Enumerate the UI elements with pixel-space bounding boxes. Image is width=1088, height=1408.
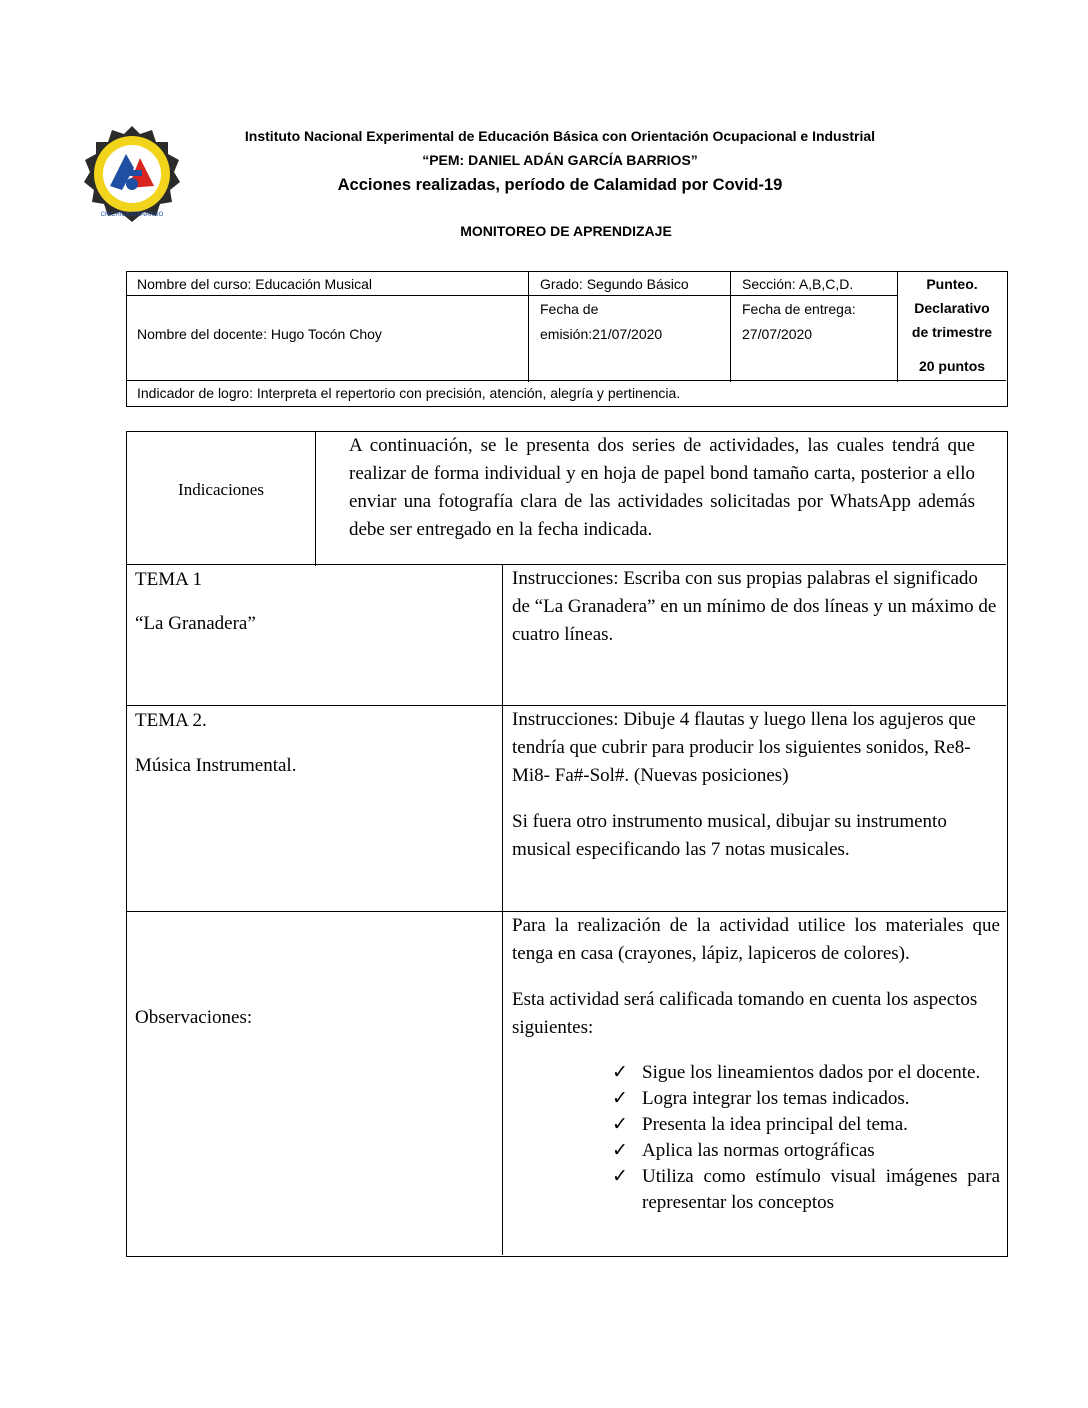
topic1-instructions: Instrucciones: Escriba con sus propias palabras el significado de “La Granadera” en un mínimo de dos líneas y un máximo de cuatro líneas. — [512, 568, 997, 645]
score-type: Declarativo — [914, 300, 990, 316]
topic2-instructions-2: Si fuera otro instrumento musical, dibujar su instrumento musical especificando las 7 notas musicales. — [512, 811, 947, 860]
achievement-indicator: Indicador de logro: Interpreta el repertorio con precisión, atención, alegría y pertinencia. — [137, 385, 681, 401]
issue-date — [530, 297, 662, 347]
checkmark-icon: ✓ — [612, 1062, 628, 1083]
topic1-label: TEMA 1 — [135, 569, 203, 590]
checkmark-icon: ✓ — [612, 1088, 628, 1109]
school-name: “PEM: DANIEL ADÁN GARCÍA BARRIOS” — [422, 152, 698, 168]
grade: Grado: Segundo Básico — [540, 276, 689, 292]
due-date-value: 27/07/2020 — [742, 326, 813, 342]
activities-table — [126, 431, 1008, 1257]
score-label: Punteo. — [926, 276, 978, 292]
observations-text-2: Esta actividad será calificada tomando en cuenta los aspectos siguientes: — [512, 989, 978, 1038]
section: Sección: A,B,C,D. — [742, 276, 854, 292]
issue-date-label: Fecha de — [540, 301, 599, 317]
criteria-item: ✓ Logra integrar los temas indicados. — [612, 1086, 1000, 1112]
criteria-item: ✓ Utiliza como estímulo visual imágenes para representar los conceptos — [612, 1166, 1000, 1213]
teacher-name: Nombre del docente: Hugo Tocón Choy — [137, 326, 382, 342]
score-block — [899, 272, 1005, 378]
checkmark-icon: ✓ — [612, 1166, 628, 1187]
logo-text: CHICHICASTENANGO — [100, 212, 164, 218]
instructions-text: A continuación, se le presenta dos series de actividades, las cuales tendrá que realizar de forma individual y en hoja de papel bond tamaño carta, posterior a ello enviar una fotografía clara de las actividades solicitadas por WhatsApp además debe ser entregado en la fecha indicada. — [349, 435, 975, 540]
info-table — [126, 271, 1008, 407]
checkmark-icon: ✓ — [612, 1140, 628, 1161]
topic2-instructions-1: Instrucciones: Dibuje 4 flautas y luego llena los agujeros que tendría que cubrir para producir los siguientes sonidos, Re8- Mi8- Fa#-Sol#. (Nuevas posiciones) — [512, 709, 976, 786]
topic2-title: Música Instrumental. — [135, 755, 297, 776]
school-logo — [82, 124, 182, 224]
criteria-item: ✓ Aplica las normas ortográficas — [612, 1138, 1000, 1164]
observations-content — [512, 912, 1000, 1216]
topic2-instructions — [512, 706, 1000, 864]
course-name: Nombre del curso: Educación Musical — [137, 276, 372, 292]
criteria-list — [612, 1060, 1000, 1216]
topic1-title: “La Granadera” — [135, 613, 256, 634]
institute-name: Instituto Nacional Experimental de Educación Básica con Orientación Ocupacional e Industrial — [244, 128, 876, 144]
observations-text-1: Para la realización de la actividad utilice los materiales que tenga en casa (crayones, lápiz, lapiceros de colores). — [512, 915, 1000, 964]
due-date-label: Fecha de entrega: — [742, 301, 856, 317]
instructions-label: Indicaciones — [178, 480, 264, 499]
score-points: 20 puntos — [918, 358, 986, 374]
due-date — [732, 297, 856, 347]
checkmark-icon: ✓ — [612, 1114, 628, 1135]
criteria-item: ✓ Presenta la idea principal del tema. — [612, 1112, 1000, 1138]
period-title: Acciones realizadas, período de Calamidad por Covid-19 — [337, 176, 783, 194]
observations-label: Observaciones: — [135, 1007, 253, 1028]
topic2-label: TEMA 2. — [135, 710, 207, 731]
issue-date-value: emisión:21/07/2020 — [540, 326, 663, 342]
document-title: MONITOREO DE APRENDIZAJE — [460, 223, 672, 239]
criteria-item: ✓ Sigue los lineamientos dados por el docente. — [612, 1060, 1000, 1086]
score-period: de trimestre — [911, 324, 993, 340]
